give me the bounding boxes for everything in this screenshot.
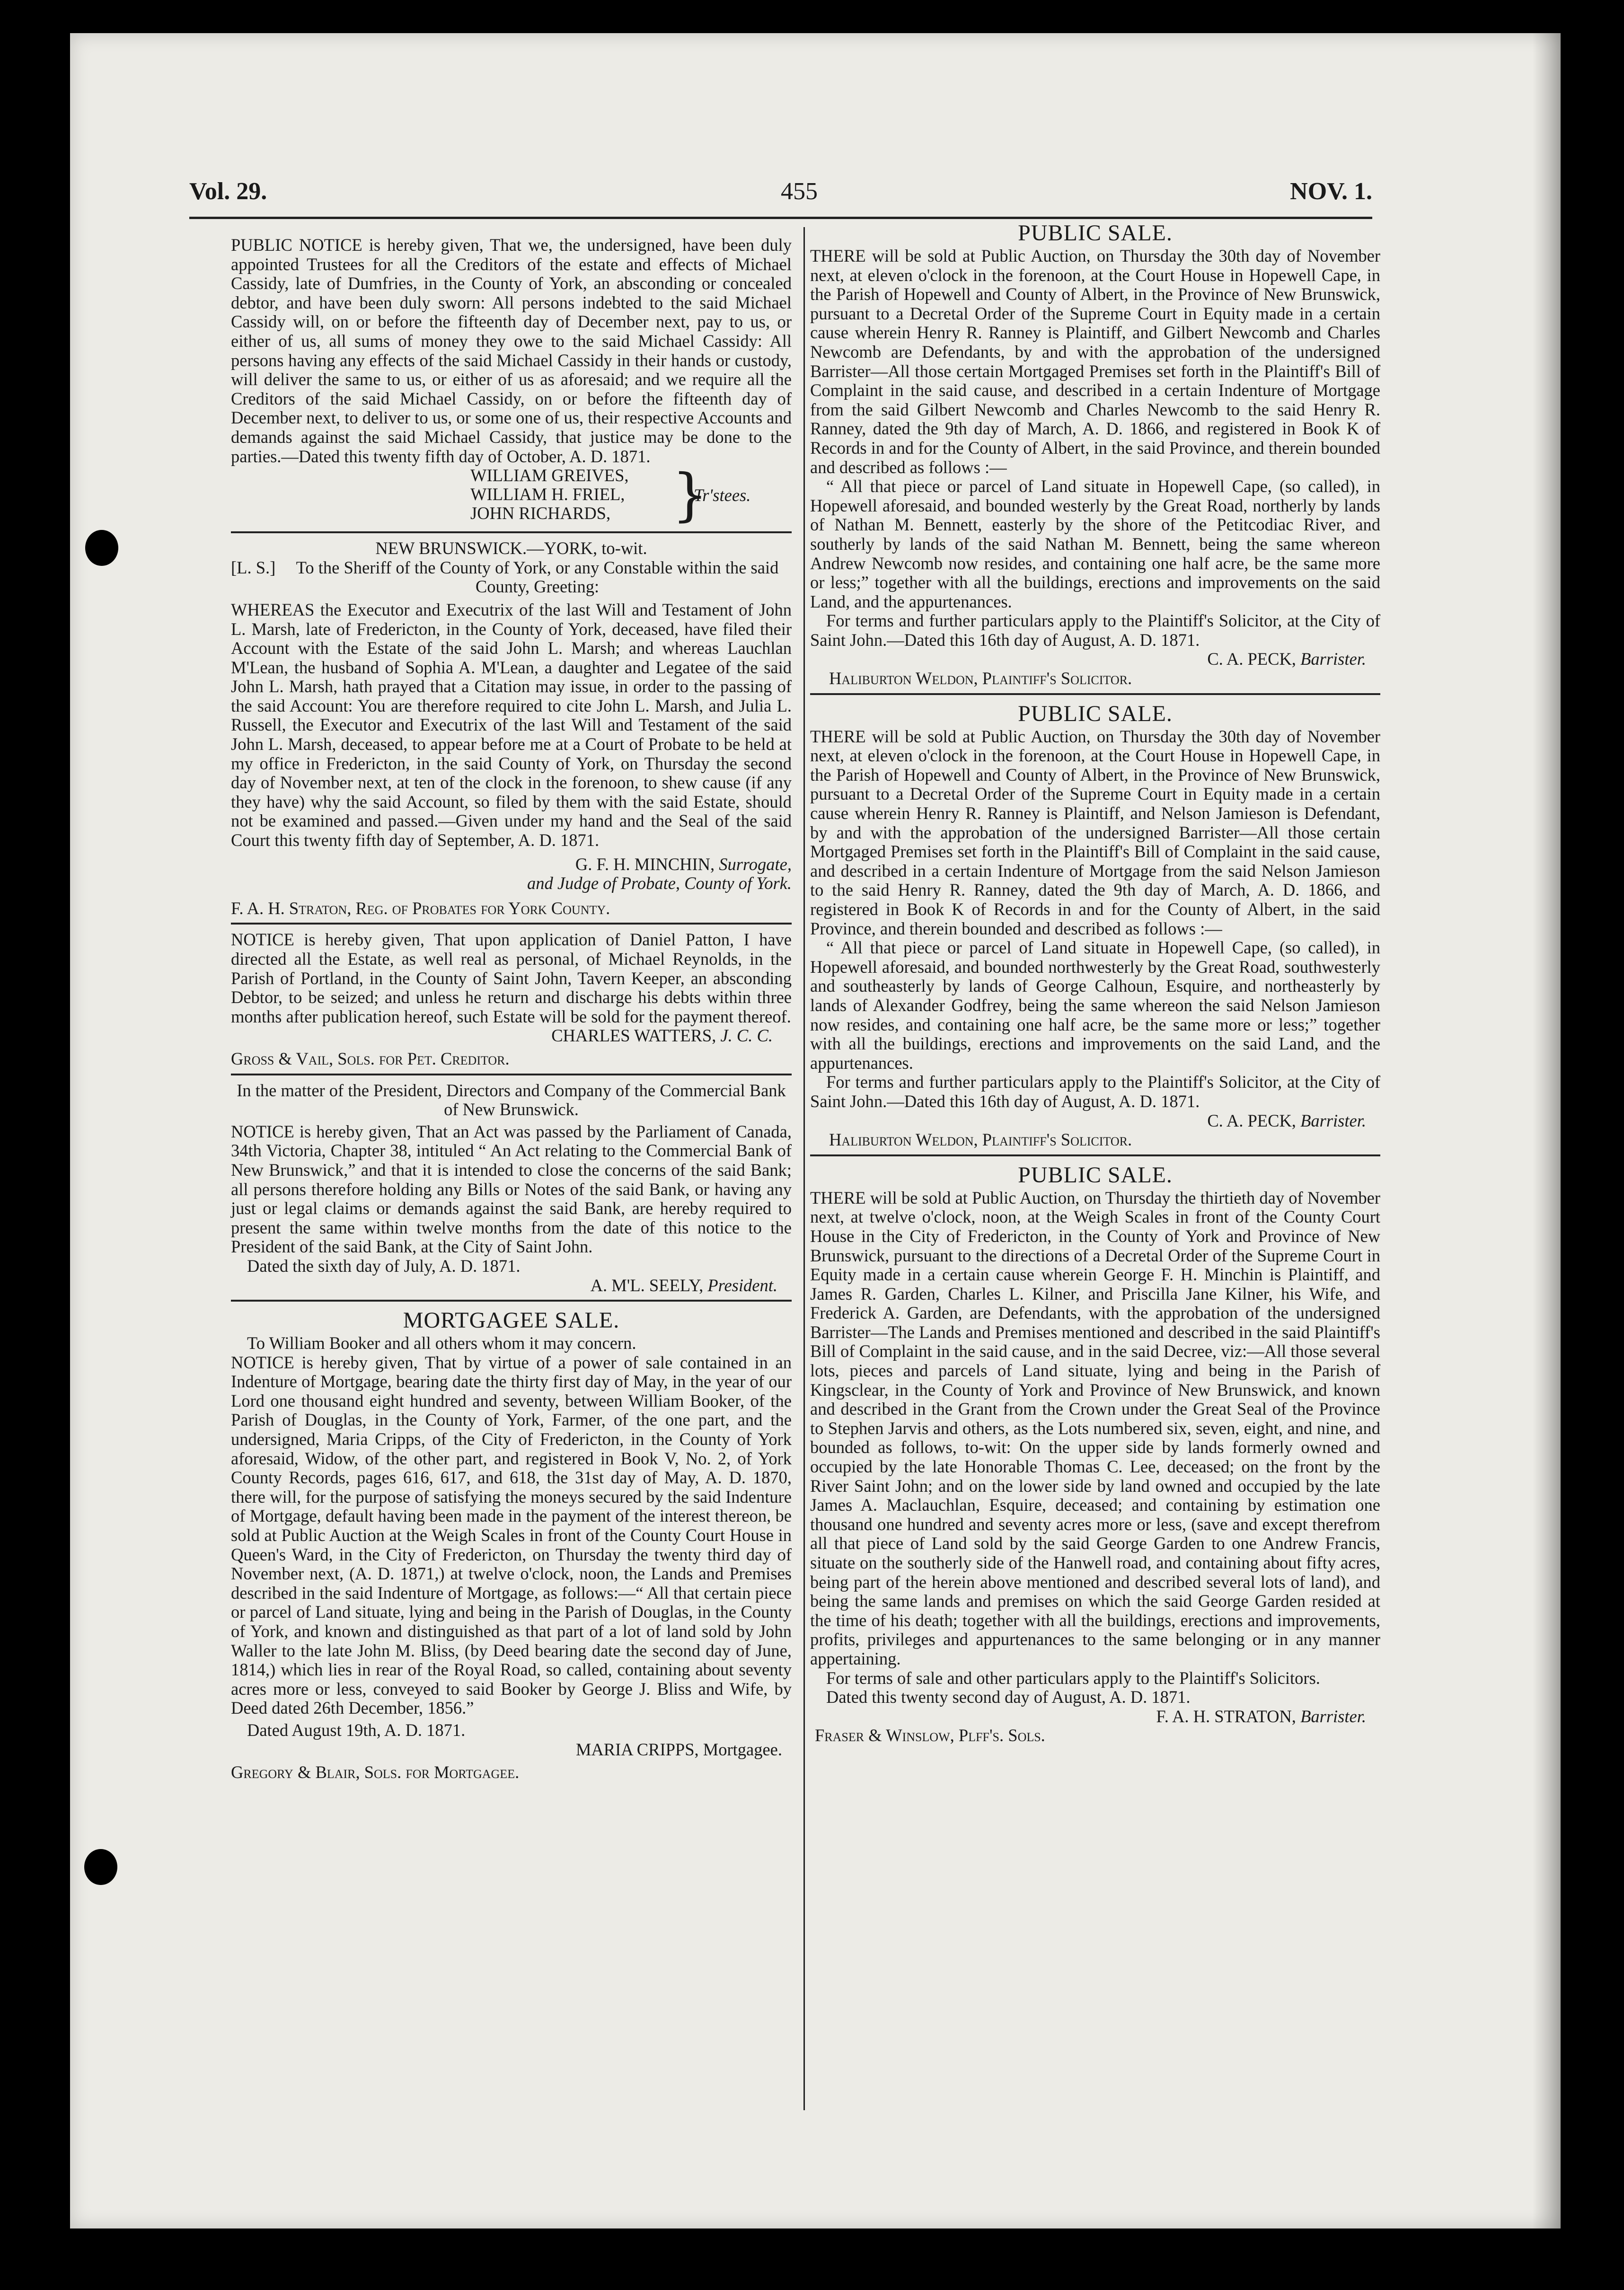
- section-divider: [231, 923, 792, 925]
- probate-signer: G. F. H. MINCHIN,: [575, 854, 715, 874]
- trustee-name: WILLIAM GREIVES,: [470, 466, 629, 485]
- right-column: [810, 220, 1380, 1745]
- sale-solicitor: Haliburton Weldon, Plaintiff's Solicitor.: [829, 1130, 1132, 1150]
- sale-terms: For terms and further particulars apply to the Plaintiff's Solicitor, at the City of Saint John.—Dated this 16th day of August, A. D. 1871.: [810, 611, 1380, 650]
- absconding-signer: CHARLES WATTERS,: [551, 1026, 716, 1046]
- trustee-name: JOHN RICHARDS,: [470, 503, 611, 523]
- mortgagee-dated: Dated August 19th, A. D. 1871.: [247, 1720, 466, 1740]
- sale-land-description: “ All that piece or parcel of Land situate in Hopewell Cape, (so called), in Hopewell aforesaid, and bounded westerly by the Great Road, northerly by lands of Nathan M. Bennett, easterly by the shore of the Petitcodiac River, and southerly by lands of the said Nathan M. Bennett, being the same whereon Andrew Newcomb now resides, and containing one half acre, be the same more or less;” together with all the buildings, erections and improvements on the said Land, and the appurtenances.: [810, 476, 1380, 611]
- column-divider: [803, 227, 805, 2110]
- sale-signer-role: Barrister.: [1300, 1706, 1366, 1726]
- sale-signer-line: [810, 1707, 1380, 1726]
- mortgagee-sale: [231, 1307, 792, 1782]
- sale-signer-line: [810, 650, 1380, 669]
- absconding-body: NOTICE is hereby given, That upon application of Daniel Patton, I have directed all the Estate, as well real as personal, of Michael Reynolds, in the Parish of Portland, in the County of Saint John, Tavern Keeper, an absconding Debtor, to be seized; and unless he return and discharge his debts within three months after publication hereof, such Estate will be sold for the payment thereof.: [231, 930, 792, 1026]
- bank-body: NOTICE is hereby given, That an Act was passed by the Parliament of Canada, 34th Victoria, Chapter 38, intituled “ An Act relating to the Commercial Bank of New Brunswick,” and that it is intended to close the concerns of the said Bank; all persons therefore holding any Bills or Notes of the said Bank, or having any just or legal claims or demands against the said Bank, are hereby required to present the same within twelve months from the date of this notice to the President of the said Bank, at the City of Saint John.: [231, 1121, 792, 1257]
- notice-body: PUBLIC NOTICE is hereby given, That we, the undersigned, have been duly appointed Trustees for all the Creditors of the estate and effects of Michael Cassidy, late of Dumfries, in the County of York, an absconding or concealed debtor, and have been duly sworn: All persons indebted to the said Michael Cassidy will, on or before the fifteenth day of December next, pay to us, or either of us, all sums of money they owe to the said Michael Cassidy: All persons having any effects of the said Michael Cassidy in their hands or custody, will deliver the same to us, or either of us as aforesaid; and we require all the Creditors of the said Michael Cassidy, on or before the fifteenth day of December next, to deliver to us, or some one of us, their respective Accounts and demands against the said Michael Cassidy, that justice may be done to the parties.—Dated this twenty fifth day of October, A. D. 1871.: [231, 235, 792, 466]
- sale-signer: C. A. PECK,: [1207, 1110, 1296, 1130]
- mortgagee-solicitors: Gregory & Blair, Sols. for Mortgagee.: [231, 1762, 520, 1782]
- brace-glyph: }: [672, 462, 708, 528]
- left-column: [231, 236, 792, 1782]
- absconding-signer-line: [231, 1026, 792, 1046]
- probate-registrar: F. A. H. Straton, Reg. of Probates for York County.: [231, 898, 610, 918]
- mortgagee-body: NOTICE is hereby given, That by virtue of a power of sale contained in an Indenture of Mortgage, bearing date the thirty first day of May, in the year of our Lord one thousand eight hundred and seventy, between William Booker, of the Parish of Douglas, in the County of York, Farmer, of the one part, and the undersigned, Maria Cripps, of the City of Fredericton, in the County of York aforesaid, Widow, of the other part, and registered in Book V, No. 2, of York County Records, pages 616, 617, and 618, the 31st day of May, A. D. 1870, there will, for the purpose of satisfying the moneys secured by the said Indenture of Mortgage, default having been made in the payment of the interest thereon, be sold at Public Auction at the Weigh Scales in front of the County Court House in Queen's Ward, in the City of Fredericton, on Thursday the twenty third day of November next, (A. D. 1871,) at twelve o'clock, noon, the Lands and Premises described in the said Indenture of Mortgage, as follows:—“ All that certain piece or parcel of Land situate, lying and being in the Parish of Douglas, in the County of York, and known and distinguished as that part of a lot of land sold by John Waller to the late John M. Bliss, (by Deed bearing date the second day of June, 1814,) which lies in rear of the Royal Road, so called, containing about seventy acres more or less, conveyed to said Booker by George J. Bliss and Wife, by Deed dated 26th December, 1856.”: [231, 1352, 792, 1718]
- punch-hole-top: [85, 530, 118, 566]
- section-divider: [231, 531, 792, 533]
- bank-signer: A. M'L. SEELY,: [590, 1275, 704, 1295]
- section-divider: [231, 1300, 792, 1302]
- probate-body: WHEREAS the Executor and Executrix of the last Will and Testament of John L. Marsh, late of Fredericton, in the County of York, deceased, have filed their Account with the Estate of the said John L. Marsh; and whereas Lauchlan M'Lean, the husband of Sophia A. M'Lean, a daughter and Legatee of the said John L. Marsh, hath prayed that a Citation may issue, in order to the passing of the said Account: You are therefore required to cite John L. Marsh, and Julia L. Russell, the Executor and Executrix of the last Will and Testament of the said John L. Marsh, deceased, to appear before me at a Court of Probate to be held at my office in Fredericton, in the said County of York, on Thursday the second day of November next, at ten of the clock in the forenoon, to shew cause (if any they have) why the said Account, so filed by them with the said Estate, should not be examined and passed.—Given under my hand and the Seal of the said Court this twenty fifth day of September, A. D. 1871.: [231, 599, 792, 850]
- section-divider: [231, 1074, 792, 1075]
- bank-dated: Dated the sixth day of July, A. D. 1871.: [247, 1256, 521, 1276]
- sale-signer-role: Barrister.: [1300, 649, 1366, 669]
- absconding-solicitors: Gross & Vail, Sols. for Pet. Creditor.: [231, 1048, 510, 1068]
- public-sale-2: [810, 701, 1380, 1150]
- sale-signer-role: Barrister.: [1300, 1110, 1366, 1130]
- trustees-notice: [231, 236, 792, 527]
- sale-heading: PUBLIC SALE.: [1018, 220, 1173, 246]
- page-edge-shadow: [1532, 33, 1561, 2228]
- section-divider: [810, 693, 1380, 695]
- sale-dated: Dated this twenty second day of August, A. D. 1871.: [826, 1687, 1191, 1707]
- sale-land-description: “ All that piece or parcel of Land situate in Hopewell Cape, (so called), in Hopewell aforesaid, and bounded northwesterly by the Great Road, southwesterly and southeasterly by lands of George Calhoun, Esquire, and northeasterly by lands of Alexander Godfrey, being the same whereon the said Nelson Jamieson now resides, and containing one half acre, be the same more or less;” together with all the buildings, erections and improvements on the said Land, and the appurtenances.: [810, 938, 1380, 1073]
- absconding-debtor-notice: [231, 930, 792, 1068]
- commercial-bank-notice: [231, 1081, 792, 1295]
- mortgagee-heading: MORTGAGEE SALE.: [403, 1308, 620, 1333]
- sale-terms: For terms and further particulars apply to the Plaintiff's Solicitor, at the City of Saint John.—Dated this 16th day of August, A. D. 1871.: [810, 1072, 1380, 1111]
- sale-solicitor: Haliburton Weldon, Plaintiff's Solicitor.: [829, 669, 1132, 688]
- sale-solicitors: Fraser & Winslow, Plff's. Sols.: [815, 1726, 1045, 1745]
- sale-body: THERE will be sold at Public Auction, on Thursday the 30th day of November next, at eleven o'clock in the forenoon, at the Court House in Hopewell Cape, in the Parish of Hopewell and County of Albert, in the Province of New Brunswick, pursuant to a Decretal Order of the Supreme Court in Equity made in a certain cause wherein Henry R. Ranney is Plaintiff, and Gilbert Newcomb and Charles Newcomb are Defendants, by and with the approbation of the undersigned Barrister—All those certain Mortgaged Premises set forth in the Plaintiff's Bill of Complaint in the said cause, and described in a certain Indenture of Mortgage from the said Gilbert Newcomb and Charles Newcomb to the said Henry R. Ranney, dated the 9th day of March, A. D. 1866, and registered in Book K of Records in and for the County of Albert, in the said Province, and therein bounded and described as follows :—: [810, 246, 1380, 477]
- page-number: 455: [781, 178, 818, 205]
- sale-heading: PUBLIC SALE.: [1018, 701, 1173, 726]
- bank-signer-line: [231, 1276, 792, 1295]
- seal-mark: [L. S.]: [231, 557, 276, 577]
- sale-signer: C. A. PECK,: [1207, 649, 1296, 669]
- sale-signer-line: [810, 1111, 1380, 1131]
- seal-address-row: [231, 558, 792, 597]
- mortgagee-signer: MARIA CRIPPS, Mortgagee.: [575, 1739, 782, 1759]
- sale-terms: For terms of sale and other particulars apply to the Plaintiff's Solicitors.: [826, 1668, 1320, 1688]
- punch-hole-bottom: [84, 1849, 117, 1885]
- absconding-signer-role: J. C. C.: [720, 1026, 773, 1046]
- mortgagee-address: To William Booker and all others whom it may concern.: [247, 1333, 636, 1353]
- probate-signer-line: [231, 855, 792, 874]
- probate-signer-role-2: and Judge of Probate, County of York.: [527, 873, 792, 893]
- trustees-role: Tr'stees.: [694, 485, 751, 505]
- section-divider: [810, 1154, 1380, 1156]
- volume-number: Vol. 29.: [189, 178, 267, 205]
- probate-address: To the Sheriff of the County of York, or any Constable within the said County, Greeting:: [296, 557, 779, 597]
- trustees-signatures: [231, 462, 792, 528]
- public-sale-1: [810, 220, 1380, 688]
- bank-signer-role: President.: [707, 1275, 777, 1295]
- bank-matter: In the matter of the President, Directors and Company of the Commercial Bank of New Brunswick.: [237, 1080, 786, 1119]
- header-rule: [189, 217, 1372, 219]
- sale-body: THERE will be sold at Public Auction, on Thursday the thirtieth day of November next, at twelve o'clock, noon, at the Weigh Scales in front of the County Court House in the City of Fredericton, in the County of York and Province of New Brunswick, pursuant to the directions of a Decretal Order of the Supreme Court in Equity made in a certain cause wherein George F. H. Minchin is Plaintiff, and James R. Garden, Charles L. Kilner, and Priscilla Jane Kilner, his Wife, and Frederick A. Garden, are Defendants, with the approbation of the undersigned Barrister—The Lands and Premises mentioned and described in the said Plaintiff's Bill of Complaint in the said cause, and in the said Decree, viz:—All those several lots, pieces and parcels of Land situate, lying and being in the Parish of Kingsclear, in the County of York and Province of New Brunswick, and known and described in the Grant from the Crown under the Great Seal of the Province to Stephen Jarvis and others, as the Lots numbered six, seven, eight, and nine, and bounded as follows, to-wit: On the upper side by lands formerly owned and occupied by the late Honorable Thomas C. Lee, deceased; on the front by the River Saint John; and on the lower side by land owned and occupied by the late James A. Maclauchlan, Esquire, deceased; and containing by estimation one thousand one hundred and seventy acres more or less, (save and except therefrom all that piece of Land sold by the said George Garden to one Andrew Francis, situate on the southerly side of the Hanwell road, and containing about fifty acres, being part of the herein above mentioned and described several lots of land), and being the same lands and premises on which the said George Garden resided at the time of his death; together with all the buildings, erections and improvements, profits, privileges and appurtenances to the same belonging or in any manner appertaining.: [810, 1188, 1380, 1668]
- sale-signer: F. A. H. STRATON,: [1156, 1706, 1296, 1726]
- sale-heading: PUBLIC SALE.: [1018, 1162, 1173, 1188]
- probate-signer-role: Surrogate,: [719, 854, 792, 874]
- issue-date: NOV. 1.: [1290, 178, 1372, 205]
- trustee-names: [470, 466, 629, 523]
- probate-notice: [231, 539, 792, 918]
- public-sale-3: [810, 1162, 1380, 1745]
- page-header: [189, 177, 1372, 215]
- probate-heading: NEW BRUNSWICK.—YORK, to-wit.: [375, 538, 647, 558]
- trustee-name: WILLIAM H. FRIEL,: [470, 484, 625, 504]
- sale-body: THERE will be sold at Public Auction, on Thursday the 30th day of November next, at eleven o'clock in the forenoon, at the Court House in Hopewell Cape, in the Parish of Hopewell and County of Albert, in the Province of New Brunswick, pursuant to a Decretal Order of the Supreme Court in Equity made in a certain cause wherein Henry R. Ranney is Plaintiff, and Nelson Jamieson is Defendant, by and with the approbation of the undersigned Barrister—All those certain Mortgaged Premises set forth in the Plaintiff's Bill of Complaint in the said cause, and described in a certain Indenture of Mortgage from the said Nelson Jamieson to the said Henry R. Ranney, dated the 9th day of March, A. D. 1866, and registered in Book K of Records in and for the County of Albert, in the said Province, and therein bounded and described as follows :—: [810, 726, 1380, 938]
